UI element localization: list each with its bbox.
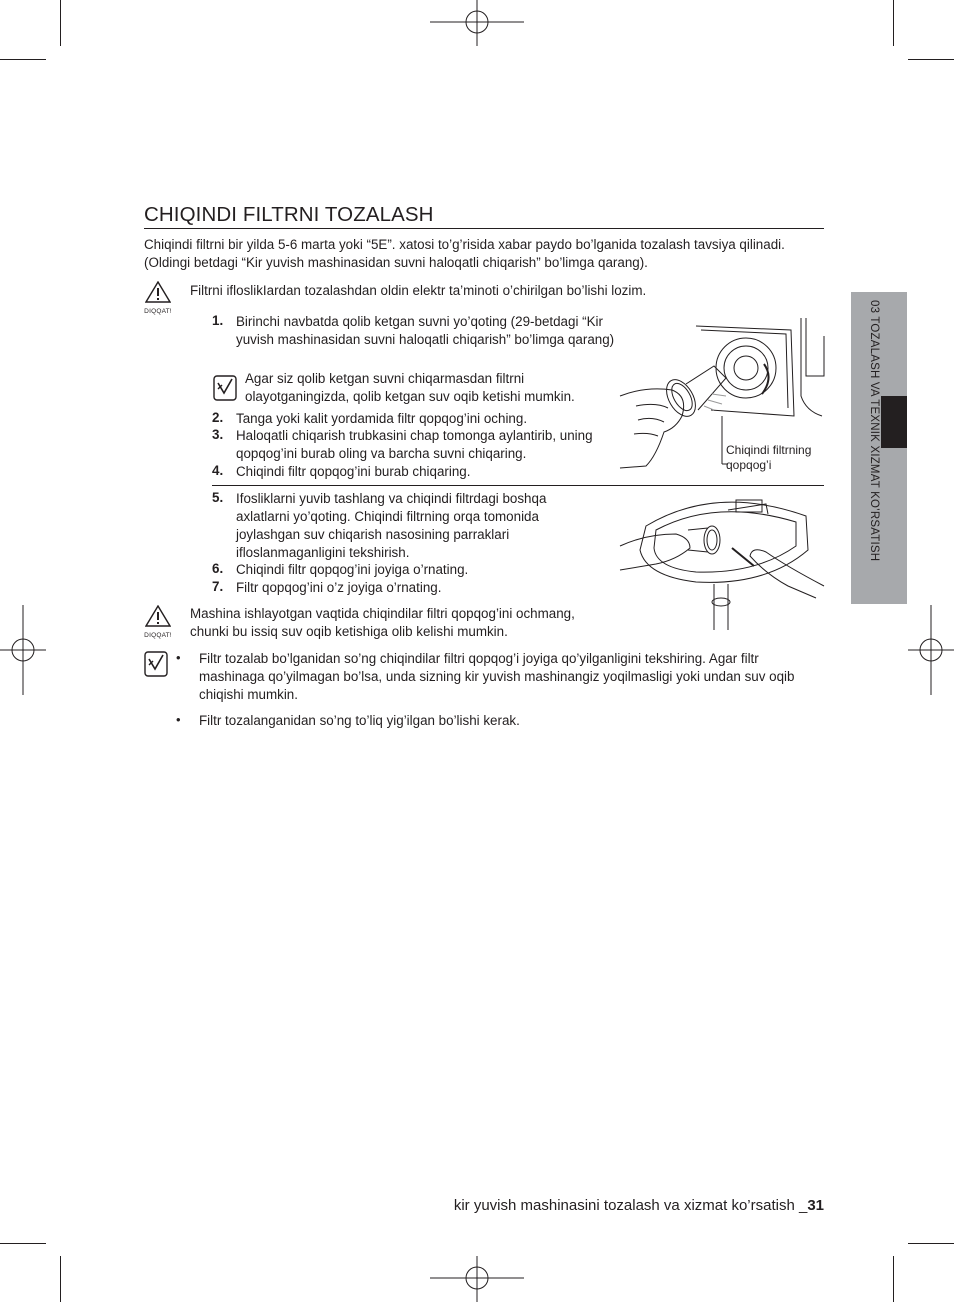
warning-text-1: Filtrni ifloslikIardan tozalashdan oldin elektr ta’minoti o’chirilgan bo’lishi lozim. <box>190 283 647 298</box>
crop-mark <box>60 1256 61 1302</box>
intro-paragraph: Chiqindi filtrni bir yilda 5-6 marta yoki “5E”. xatosi to’g’risida xabar paydo bo’lganida tozalash tavsiya qilinadi. (Oldingi betdagi “Kir yuvish mashinasidan suvni haloqatli chiqarish” bo’limga qarang). <box>144 237 785 270</box>
warning-icon <box>145 281 171 303</box>
crop-mark <box>908 59 954 60</box>
warning-text-2: Mashina ishlayotgan vaqtida chiqindilar filtri qopqog’ini ochmang, chunki bu issiq suv oqib ketishiga olib kelishi mumkin. <box>190 606 575 639</box>
note-text-3: Filtr tozalanganidan so’ng to’liq yig’ilgan bo’lishi kerak. <box>199 713 520 728</box>
step-text: Tanga yoki kalit yordamida filtr qopqog’ini oching. <box>236 411 528 426</box>
bullet: • <box>176 712 181 727</box>
note-text-2: Filtr tozalab bo’lganidan so’ng chiqindilar filtri qopqog’i joyiga qo’yilganligini tekshiring. Agar filtr mashinaga qo’yilmagan bo’lsa, unda sizning kir yuvish mashinangiz yoqilmasligi yoki undan suv oqib chiqishi mumkin. <box>199 651 795 702</box>
step-number: 5. <box>212 490 224 505</box>
note-text-1: Agar siz qolib ketgan suvni chiqarmasdan filtrni olayotganingizda, qolib ketgan suv oqib ketishi mumkin. <box>245 371 575 404</box>
crop-mark <box>908 1243 954 1244</box>
crop-mark <box>0 59 46 60</box>
crop-mark <box>893 1256 894 1302</box>
crop-mark <box>0 1243 46 1244</box>
warning-block-1 <box>142 281 174 315</box>
note-icon <box>144 651 168 677</box>
figure-caption <box>726 443 811 473</box>
warning-icon <box>145 605 171 627</box>
registration-mark-left <box>0 605 46 695</box>
registration-mark-right <box>908 605 954 695</box>
warning-label: DIQQAT! <box>144 632 172 639</box>
registration-mark-bottom <box>430 1256 524 1302</box>
page-title: CHIQINDI FILTRNI TOZALASH <box>144 203 434 226</box>
footer-text: kir yuvish mashinasini tozalash va xizmat ko’rsatish _ <box>453 1197 808 1214</box>
crop-mark <box>60 0 61 46</box>
title-rule <box>144 228 824 229</box>
figure-caption-line: qopqog’i <box>726 458 772 472</box>
step-text: Chiqindi filtr qopqog’ini joyiga o’rnating. <box>236 562 469 577</box>
step-number: 2. <box>212 410 224 425</box>
crop-mark <box>893 0 894 46</box>
bullet: • <box>176 650 181 665</box>
figure-caption-line: Chiqindi filtrning <box>726 443 812 457</box>
figure-filter-washing <box>616 490 828 630</box>
page-number: 31 <box>807 1197 824 1214</box>
step-number: 6. <box>212 561 224 576</box>
step-number: 3. <box>212 427 224 442</box>
section-rule <box>212 485 824 486</box>
warning-label: DIQQAT! <box>144 308 172 315</box>
step-number: 4. <box>212 463 224 478</box>
step-text: Ifosliklarni yuvib tashlang va chiqindi filtrdagi boshqa axlatlarni yo’qoting. Chiqindi filtrning orqa tomonida joylashgan suv chiqarish nasosining parraklari ifloslanmaganligini tekshirish. <box>236 491 547 560</box>
step-text: Haloqatli chiqarish trubkasini chap tomonga aylantirib, uning qopqog’ini burab oling va barcha suvni chiqaring. <box>236 428 593 461</box>
chapter-tab-label: 03 TOZALASH VA TEXNIK XIZMAT KO’RSATISH <box>868 300 880 562</box>
registration-mark-top <box>430 0 524 46</box>
step-number: 1. <box>212 313 224 328</box>
chapter-tab-marker <box>881 396 907 448</box>
step-text: Birinchi navbatda qolib ketgan suvni yo’qoting (29-betdagi “Kir yuvish mashinasidan suvni haloqatli chiqarish” bo’limga qarang) <box>236 314 615 347</box>
page-footer <box>454 1197 824 1214</box>
note-icon <box>213 375 237 401</box>
step-text: Chiqindi filtr qopqog’ini burab chiqaring. <box>236 464 471 479</box>
step-text: Filtr qopqog’ini o’z joyiga o’rnating. <box>236 580 442 595</box>
warning-block-2 <box>142 605 174 639</box>
step-number: 7. <box>212 579 224 594</box>
